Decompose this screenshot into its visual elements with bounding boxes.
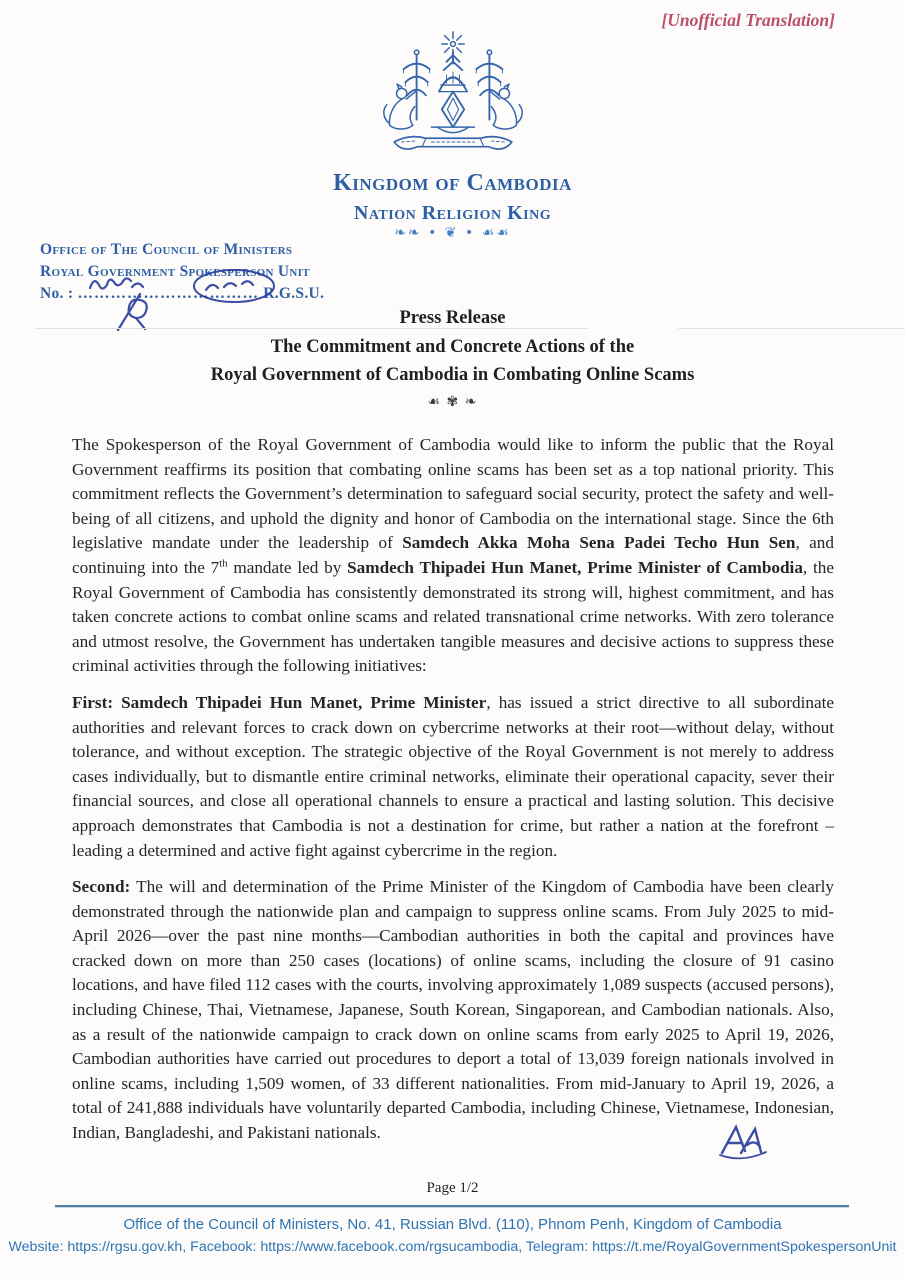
body-paragraph: First: Samdech Thipadei Hun Manet, Prime Minister, has issued a strict directive to all subordinate authorities and relevant forces to crack down on cybercrime networks at their root—without delay, without tolerance, and without exception. The strategic objective of the Royal Government is not merely to address cases individually, but to dismantle entire criminal networks, eliminate their operational capacity, sever their financial sources, and close all operational channels to ensure a practical and lasting solution. This decisive approach demonstrates that Cambodia is not a destination for crime, but rather a nation at the forefront – leading a determined and active fight against cybercrime in the region. [72, 692, 834, 860]
document-title-line-1: The Commitment and Concrete Actions of the [270, 337, 635, 357]
footer-address: Office of the Council of Ministers, No. 41, Russian Blvd. (110), Phnom Penh, Kingdom of Cambodia [123, 1216, 782, 1233]
kingdom-title: Kingdom of Cambodia [333, 170, 572, 196]
translation-note: [Unofficial Translation] [661, 10, 835, 30]
dotted-leader: …………………………… [77, 285, 260, 302]
signature-mark [716, 1121, 770, 1161]
national-motto: Nation Religion King [353, 202, 552, 224]
title-ornament: ☙ ✾ ❧ [427, 394, 478, 410]
page-number: Page 1/2 [426, 1180, 479, 1196]
royal-arms-icon [373, 30, 533, 175]
document-body [72, 433, 834, 1158]
office-line-1: Office of The Council of Ministers [40, 241, 293, 258]
press-release-heading: Press Release [399, 308, 506, 328]
body-paragraph: The Spokesperson of the Royal Government of Cambodia would like to inform the public that the Royal Government reaffirms its position that combating online scams has been set as a top national priority. This commitment reflects the Government’s determination to safeguard social security, protect the safety and well-being of all citizens, and uphold the dignity and honor of Cambodia on the international stage. Since the 6th legislative mandate under the leadership of Samdech Akka Moha Sena Padei Techo Hun Sen, and continuing into the 7th mandate led by Samdech Thipadei Hun Manet, Prime Minister of Cambodia, the Royal Government of Cambodia has consistently demonstrated its strong will, highest commitment, and has taken concrete actions to combat online scams and related transnational crime networks. With zero tolerance and utmost resolve, the Government has undertaken tangible measures and decisive actions to suppress these criminal activities through the following initiatives: [72, 435, 835, 676]
footer-links: Website: https://rgsu.gov.kh, Facebook: https://www.facebook.com/rgsucambodia, Telegram: https://t.me/RoyalGovernmentSpokespersonUnit [8, 1239, 897, 1255]
document-title-line-2: Royal Government of Cambodia in Combating Online Scams [210, 365, 695, 385]
footer-rule [55, 1205, 849, 1207]
rgsu-label: R.G.S.U. [263, 285, 325, 302]
body-paragraph: Second: The will and determination of the Prime Minister of the Kingdom of Cambodia have been clearly demonstrated through the nationwide plan and campaign to suppress online scams. From July 2025 to mid-April 2026—over the past nine months—Cambodian authorities in both the capital and provinces have cracked down on more than 250 cases (locations) of online scams, including the closure of 91 casino locations, and have filed 112 cases with the courts, involving approximately 1,089 suspects (accused persons), including Chinese, Thai, Vietnamese, Japanese, South Korean, Singaporean, and Cambodian nationals. Also, as a result of the nationwide campaign to crack down on online scams from early 2025 to April 19, 2026, Cambodian authorities have carried out procedures to deport a total of 13,039 foreign nationals involved in online scams, including 1,509 women, of 33 different nationalities. From mid-January to April 19, 2026, a total of 241,888 individuals have voluntarily departed Cambodia, including Chinese, Vietnamese, Indonesian, Indian, Bangladeshi, and Pakistani nationals. [72, 877, 834, 1143]
document-number-label: No. : [40, 285, 74, 302]
office-line-2: Royal Government Spokesperson Unit [40, 263, 310, 280]
ornament-flourish: ❧❧ • ❦ • ☙☙ [394, 225, 511, 241]
